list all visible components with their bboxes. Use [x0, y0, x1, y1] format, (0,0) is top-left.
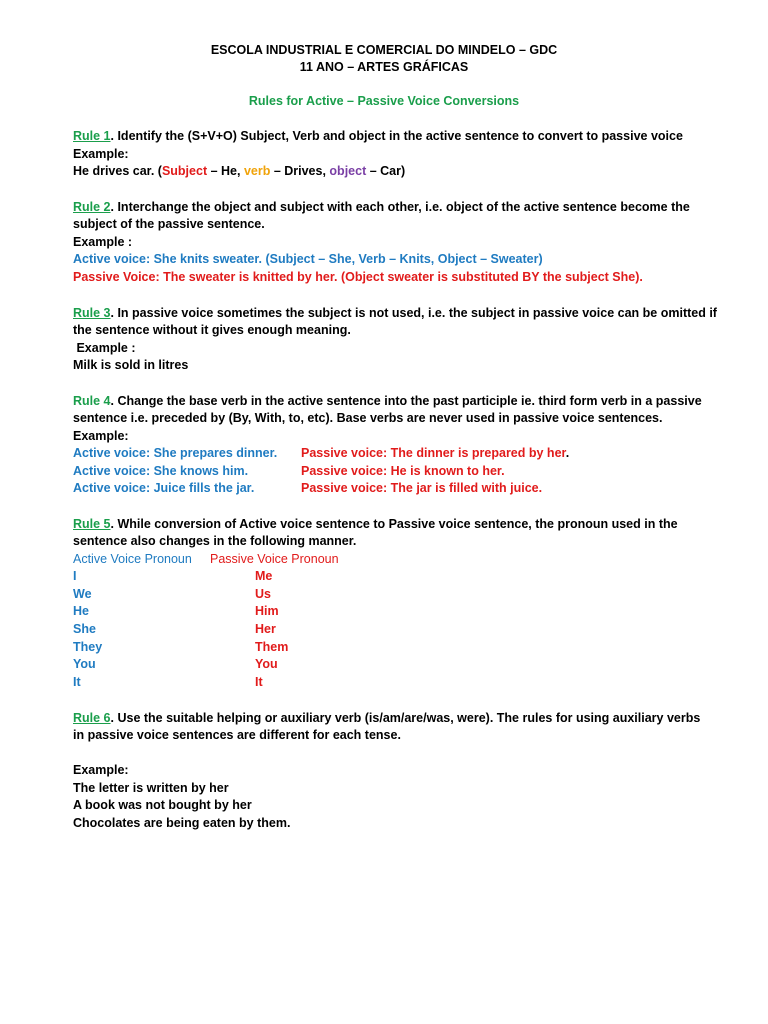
rule3-text: Rule 3. In passive voice sometimes the subject is not used, i.e. the subject in passive voice can be omitted if: [73, 306, 717, 320]
rule1-example: He drives car. (Subject – He, verb – Drives, object – Car): [73, 164, 406, 178]
active-pronoun: You: [73, 657, 96, 671]
subject-word: Subject: [161, 164, 208, 178]
passive-pronoun: It: [255, 675, 263, 689]
rule5-text: Rule 5. While conversion of Active voice sentence to Passive voice sentence, the pronoun used in the: [73, 517, 678, 531]
verb-word: verb: [243, 164, 271, 178]
rule6-text: Rule 6. Use the suitable helping or auxiliary verb (is/am/are/was, were). The rules for using auxiliary verbs: [73, 711, 701, 725]
rule6-example: The letter is written by her: [73, 781, 229, 795]
rule2-text: Rule 2. Interchange the object and subject with each other, i.e. object of the active sentence become the: [73, 200, 690, 214]
rule3-example-label: Example :: [73, 341, 136, 355]
rule2-text-line2: subject of the passive sentence.: [73, 217, 265, 231]
passive-pronoun: Them: [255, 640, 289, 654]
active-pronoun: I: [73, 569, 77, 583]
rule5-text-line2: sentence also changes in the following manner.: [73, 534, 357, 548]
active-pronoun: They: [73, 640, 103, 654]
rule6-text-line2: in passive voice sentences are different for each tense.: [73, 728, 401, 742]
rule2-passive-example: Passive Voice: The sweater is knitted by her. (Object sweater is substituted BY the subject She).: [73, 270, 643, 284]
pronoun-header-active: Active Voice Pronoun: [73, 552, 192, 566]
pronoun-header-passive: Passive Voice Pronoun: [210, 552, 339, 566]
rule2-active-example: Active voice: She knits sweater. (Subject – She, Verb – Knits, Object – Sweater): [73, 252, 543, 266]
grade-line: 11 ANO – ARTES GRÁFICAS: [299, 60, 469, 74]
rule2-label: Rule 2: [73, 200, 111, 214]
rule4-text-line2: sentence i.e. preceded by (By, With, to, etc). Base verbs are never used in passive voice sentences.: [73, 411, 663, 425]
school-name: ESCOLA INDUSTRIAL E COMERCIAL DO MINDELO – GDC: [210, 43, 558, 57]
passive-pronoun: Her: [255, 622, 276, 636]
active-pronoun: It: [73, 675, 81, 689]
rule6-example-label: Example:: [73, 763, 129, 777]
rule6-label: Rule 6: [73, 711, 111, 725]
rule4-active-example: Active voice: Juice fills the jar.: [73, 481, 255, 495]
active-pronoun: He: [73, 604, 89, 618]
rule4-passive-example: Passive voice: The jar is filled with juice.: [301, 481, 543, 495]
rule4-active-example: Active voice: She knows him.: [73, 464, 249, 478]
rule3-text-line2: the sentence without it gives enough meaning.: [73, 323, 351, 337]
object-word: object: [329, 164, 367, 178]
rule4-passive-example: Passive voice: He is known to her.: [301, 464, 505, 478]
rule6-example: Chocolates are being eaten by them.: [73, 816, 291, 830]
passive-pronoun: You: [255, 657, 278, 671]
active-pronoun: She: [73, 622, 96, 636]
rule4-text: Rule 4. Change the base verb in the active sentence into the past participle ie. third form verb in a passive: [73, 394, 702, 408]
passive-pronoun: Me: [255, 569, 273, 583]
rule4-active-example: Active voice: She prepares dinner.: [73, 446, 278, 460]
rule1-label: Rule 1: [73, 129, 111, 143]
rule6-example: A book was not bought by her: [73, 798, 252, 812]
rule2-example-label: Example :: [73, 235, 133, 249]
rule5-label: Rule 5: [73, 517, 111, 531]
passive-pronoun: Him: [255, 604, 279, 618]
document-title: Rules for Active – Passive Voice Conversions: [248, 94, 520, 108]
rule3-example: Milk is sold in litres: [73, 358, 189, 372]
passive-pronoun: Us: [255, 587, 271, 601]
rule4-label: Rule 4: [73, 394, 111, 408]
rule4-passive-example: Passive voice: The dinner is prepared by her.: [301, 446, 570, 460]
active-pronoun: We: [73, 587, 92, 601]
rule1-text: Rule 1. Identify the (S+V+O) Subject, Verb and object in the active sentence to convert to passive voice: [73, 129, 683, 143]
rule4-example-label: Example:: [73, 429, 129, 443]
rule3-label: Rule 3: [73, 306, 111, 320]
rule1-example-label: Example:: [73, 147, 129, 161]
